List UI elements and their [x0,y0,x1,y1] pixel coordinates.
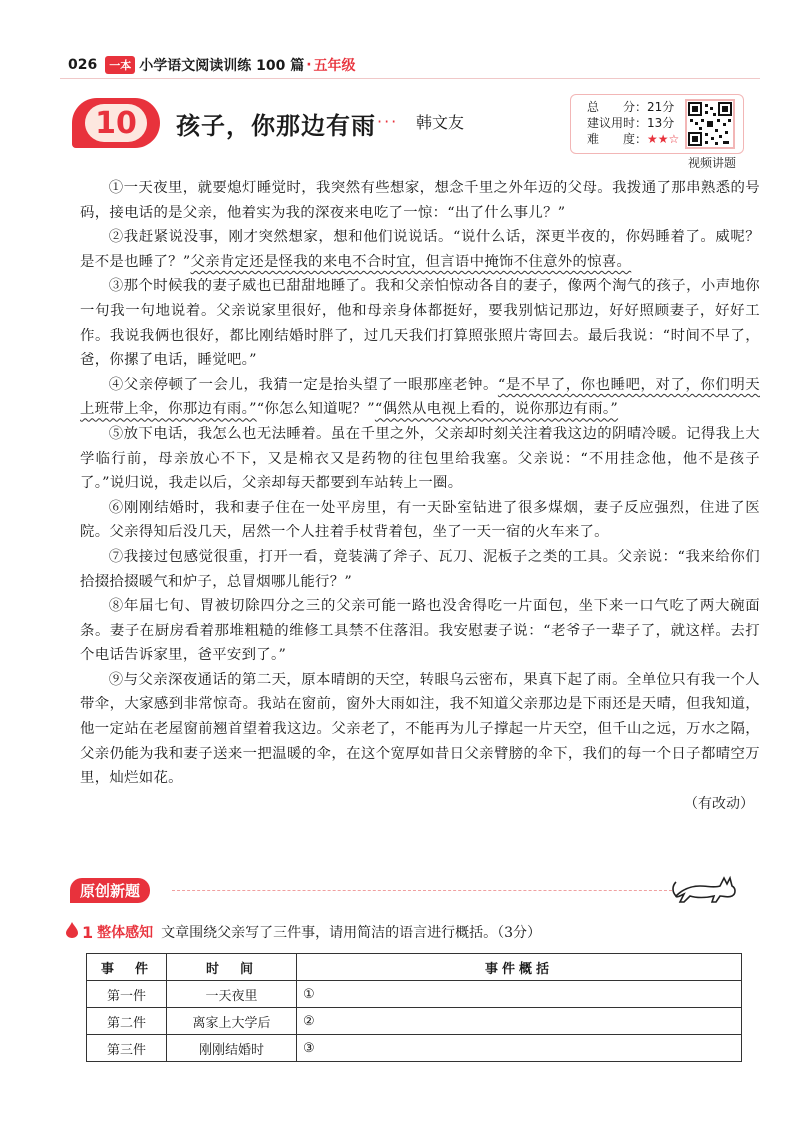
info-lines [587,99,679,147]
answer-cell[interactable]: ① [297,981,742,1008]
series-logo: 一本 [105,56,135,74]
lesson-info-box [570,94,744,154]
score-value: 21分 [647,100,675,114]
qr-code-graphic [687,101,733,147]
answer-cell[interactable]: ② [297,1008,742,1035]
table-header-row [87,954,742,981]
paragraph-2-text: ②我赶紧说没事，刚才突然想家，想和他们说说话。“说什么话，深更半夜的，你妈睡着了。威呢？是不是也睡了？” [80,229,760,270]
video-explanation-label[interactable]: 视频讲题 [688,156,737,170]
question-type: 整体感知 [97,925,154,941]
page-number: 026 [68,57,98,73]
cat-icon [672,866,742,910]
article-paragraph-9: ⑨与父亲深夜通话的第二天，原本晴朗的天空，转眼乌云密布，果真下起了雨。全单位只有我一个人带伞，大家感到非常惊奇。我站在窗前，窗外大雨如注，我不知道父亲那边是下雨还是天晴，但我知道，他一定站在老屋窗前翘首望着我这边。父亲老了，不能再为儿子撑起一片天空，但千山之远，万水之隔，父亲仍能为我和妻子送来一把温暖的伞，在这个宽厚如昔日父亲臂膀的伞下，我们的每一个日子都晴空万里，灿烂如花。 [80,671,760,787]
header-divider [60,78,760,79]
article-body [80,176,760,813]
flame-icon [66,922,78,942]
difficulty-stars: ★★☆ [647,132,680,146]
article-paragraph-4 [80,373,760,422]
grade-label: 五年级 [313,58,356,74]
lesson-number: 10 [85,104,147,142]
time-row [587,115,679,131]
time-label: 建议用时： [587,116,648,130]
article-paragraph-2 [80,225,760,274]
difficulty-label: 难 度： [587,132,648,146]
header-separator: · [306,57,312,73]
score-label: 总 分： [587,100,648,114]
lesson-title-band [72,98,562,148]
paragraph-2-underlined: 父亲肯定还是怪我的来电不合时宜，但言语中掩饰不住意外的惊喜。 [190,253,632,270]
time-cell: 一天夜里 [167,981,297,1008]
paragraph-4-underlined-2: “偶然从电视上看的，说你那边有雨。” [374,401,619,418]
paragraph-4-underlined-1: “是不早了，你也睡吧，对了，你们明天上班带上伞，你那边有雨。” [80,376,760,418]
paragraph-4-question: “你怎么知道呢？” [256,401,375,418]
article-paragraph-5: ⑤放下电话，我怎么也无法睡着。虽在千里之外，父亲却时刻关注着我这边的阴晴冷暖。记得我上大学临行前，母亲放心不下，又是棉衣又是药物的往包里给我塞。父亲说：“不用挂念他，他不是孩子了。”说归说，我走以后，父亲却每天都要到车站转上一圈。 [80,425,760,492]
events-table [86,953,742,1062]
section-divider [172,890,672,891]
qr-code-icon[interactable] [685,99,735,149]
paragraph-4-text: ④父亲停顿了一会儿，我猜一定是抬头望了一眼那座老钟。 [108,376,498,393]
time-value: 13分 [647,116,675,130]
source-note: （有改动） [684,795,754,812]
lesson-author: 韩文友 [416,113,465,132]
lesson-title: 孩子，你那边有雨 [176,112,376,140]
header-time: 时 间 [167,954,297,981]
time-cell: 刚刚结婚时 [167,1035,297,1062]
section-label: 原创新题 [70,878,150,903]
question-text: 文章围绕父亲写了三件事，请用简洁的语言进行概括。（3分） [161,925,542,941]
article-paragraph-1: ①一天夜里，就要熄灯睡觉时，我突然有些想家，想念千里之外年迈的父母。我拨通了那串熟悉的号码，接电话的是父亲，他着实为我的深夜来电吃了一惊：“出了什么事儿？” [80,180,760,221]
event-cell: 第一件 [87,981,167,1008]
article-paragraph-7: ⑦我接过包感觉很重，打开一看，竟装满了斧子、瓦刀、泥板子之类的工具。父亲说：“我来给你们拾掇拾掇暖气和炉子，总冒烟哪儿能行？” [80,548,760,590]
title-dots: ··· [377,112,399,131]
event-cell: 第三件 [87,1035,167,1062]
question-number: 1 [82,922,94,942]
article-paragraph-8: ⑧年届七旬、胃被切除四分之三的父亲可能一路也没舍得吃一片面包，坐下来一口气吃了两大碗面条。妻子在厨房看着那堆粗糙的维修工具禁不住落泪。我安慰妻子说：“老爷子一辈子了，就这样。去打个电话告诉家里，爸平安到了。” [80,598,760,664]
table-row [87,1008,742,1035]
header-event: 事 件 [87,954,167,981]
time-cell: 离家上大学后 [167,1008,297,1035]
header-summary: 事件概括 [297,954,742,981]
score-row [587,99,679,115]
page-header [68,54,356,76]
article-paragraph-6: ⑥刚刚结婚时，我和妻子住在一处平房里，有一天卧室钻进了很多煤烟，妻子反应强烈，住进了医院。父亲得知后没几天，居然一个人拄着手杖背着包，坐了一天一宿的火车来了。 [80,499,760,541]
answer-cell[interactable]: ③ [297,1035,742,1062]
lesson-number-badge [72,98,160,148]
table-row [87,1035,742,1062]
article-paragraph-3: ③那个时候我的妻子威也已甜甜地睡了。我和父亲怕惊动各自的妻子，像两个淘气的孩子，小声地你一句我一句地说着。父亲说家里很好，他和母亲身体都挺好，要我别惦记那边，好好照顾妻子，好好工作。我说我俩也很好，都比刚结婚时胖了，过几天我们打算照张照片寄回去。最后我说：“时间不早了，爸，你摞了电话，睡觉吧。” [80,278,760,369]
section-banner [70,878,150,902]
event-cell: 第二件 [87,1008,167,1035]
series-title: 小学语文阅读训练 100 篇 [139,58,305,74]
question-1 [66,922,541,942]
table-row [87,981,742,1008]
difficulty-row [587,131,679,147]
